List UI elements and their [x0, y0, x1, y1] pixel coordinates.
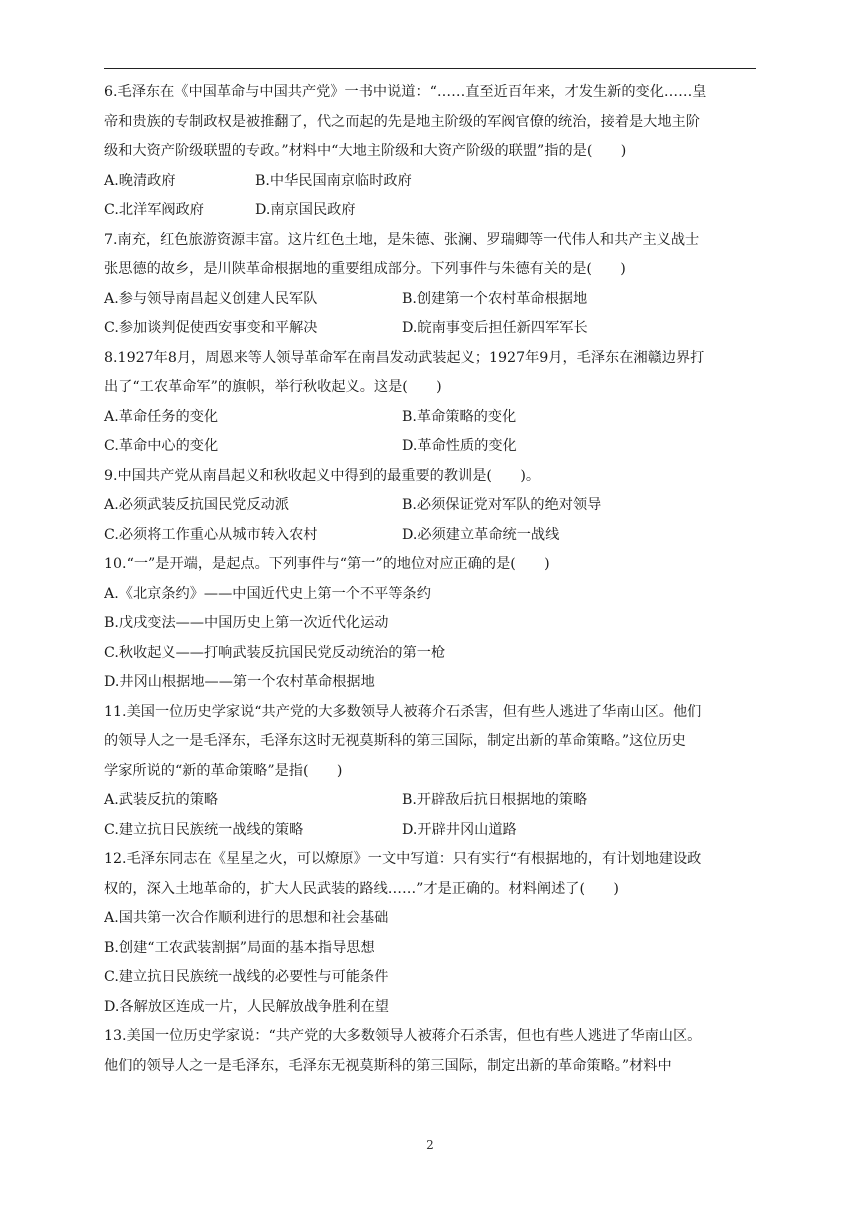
option-a: A.国共第一次合作顺利进行的思想和社会基础 [104, 910, 389, 926]
question-text-line: 7.南充，红色旅游资源丰富。这片红色土地，是朱德、张澜、罗瑞卿等一代伟人和共产主义战士 [104, 231, 700, 248]
options-row [104, 314, 756, 344]
document-body [104, 78, 756, 1081]
question-text-line: 12.毛泽东同志在《星星之火，可以燎原》一文中写道：只有实行“有根据地的，有计划地建设政 [104, 851, 702, 867]
question-7 [104, 226, 756, 344]
option-d: D.必须建立革命统一战线 [402, 526, 560, 543]
question-text-line: 的领导人之一是毛泽东，毛泽东这时无视莫斯科的第三国际，制定出新的革命策略。”这位历史 [104, 733, 686, 749]
question-text-line: 11.美国一位历史学家说“共产党的大多数领导人被蒋介石杀害，但有些人逃进了华南山区。他们 [104, 703, 702, 720]
option-a: A.革命任务的变化 [104, 408, 219, 425]
option-b: B.革命策略的变化 [402, 408, 517, 425]
option-d: D.各解放区连成一片，人民解放战争胜利在望 [104, 998, 389, 1015]
question-11 [104, 698, 756, 846]
header-rule [104, 68, 756, 69]
question-text-line: 帝和贵族的专制政权是被推翻了，代之而起的先是地主阶级的军阀官僚的统治，接着是大地主阶 [104, 113, 700, 130]
option-d: D.开辟井冈山道路 [402, 821, 517, 838]
options-row [104, 521, 756, 551]
question-text-line: 13.美国一位历史学家说：“共产党的大多数领导人被蒋介石杀害，但也有些人逃进了华南山区。 [104, 1028, 702, 1044]
question-13 [104, 1022, 756, 1081]
question-8 [104, 344, 756, 462]
option-a: A.参与领导南昌起义创建人民军队 [104, 290, 318, 307]
question-text-line: 学家所说的“新的革命策略”是指( ) [104, 762, 343, 779]
question-text-line: 10.“一”是开端，是起点。下列事件与“第一”的地位对应正确的是( ) [104, 556, 550, 572]
option-b: B.戊戌变法——中国历史上第一次近代化运动 [104, 615, 389, 631]
question-text-line: 他们的领导人之一是毛泽东，毛泽东无视莫斯科的第三国际，制定出新的革命策略。”材料中 [104, 1057, 672, 1074]
option-b: B.开辟敌后抗日根据地的策略 [402, 792, 588, 808]
question-text-line: 8.1927年8月，周恩来等人领导革命军在南昌发动武装起义；1927年9月，毛泽东在湘赣边界打 [104, 349, 705, 366]
question-text-line: 权的，深入土地革命的，扩大人民武装的路线……”才是正确的。材料阐述了( ) [104, 880, 619, 897]
question-text-line: 级和大资产阶级联盟的专政。”材料中“大地主阶级和大资产阶级的联盟”指的是( ) [104, 143, 627, 159]
options-row [104, 432, 756, 462]
question-text-line: 9.中国共产党从南昌起义和秋收起义中得到的最重要的教训是( )。 [104, 467, 541, 484]
options-row [104, 403, 756, 433]
question-text-line: 6.毛泽东在《中国革命与中国共产党》一书中说道：“……直至近百年来，才发生新的变化……皇 [104, 84, 707, 100]
question-10 [104, 550, 756, 698]
page-number: 2 [426, 1138, 434, 1152]
option-c: C.建立抗日民族统一战线的策略 [104, 821, 304, 838]
option-c: C.秋收起义——打响武装反抗国民党反动统治的第一枪 [104, 644, 446, 661]
option-a: A.晚清政府 [104, 172, 176, 189]
option-b: B.中华民国南京临时政府 [255, 172, 412, 189]
option-a: A.必须武装反抗国民党反动派 [104, 497, 290, 513]
question-6 [104, 78, 756, 226]
option-b: B.创建第一个农村革命根据地 [402, 290, 588, 307]
option-d: D.皖南事变后担任新四军军长 [402, 320, 588, 336]
options-row [104, 167, 756, 197]
options-row [104, 491, 756, 521]
options-row [104, 196, 756, 226]
question-text-line: 出了“工农革命军”的旗帜，举行秋收起义。这是( ) [104, 379, 442, 395]
option-c: C.参加谈判促使西安事变和平解决 [104, 320, 318, 336]
options-row [104, 816, 756, 846]
option-a: A.《北京条约》——中国近代史上第一个不平等条约 [104, 585, 431, 602]
option-c: C.革命中心的变化 [104, 438, 219, 454]
question-9 [104, 462, 756, 551]
option-b: B.创建“工农武装割据”局面的基本指导思想 [104, 939, 375, 956]
option-d: D.南京国民政府 [255, 202, 356, 218]
option-a: A.武装反抗的策略 [104, 792, 219, 808]
option-d: D.革命性质的变化 [402, 438, 517, 454]
options-row [104, 285, 756, 315]
option-c: C.北洋军阀政府 [104, 202, 204, 218]
question-text-line: 张思德的故乡，是川陕革命根据地的重要组成部分。下列事件与朱德有关的是( ) [104, 261, 626, 277]
question-12 [104, 845, 756, 1022]
option-b: B.必须保证党对军队的绝对领导 [402, 497, 602, 513]
options-row [104, 786, 756, 816]
option-d: D.井冈山根据地——第一个农村革命根据地 [104, 674, 375, 690]
option-c: C.建立抗日民族统一战线的必要性与可能条件 [104, 969, 389, 985]
option-c: C.必须将工作重心从城市转入农村 [104, 526, 318, 543]
